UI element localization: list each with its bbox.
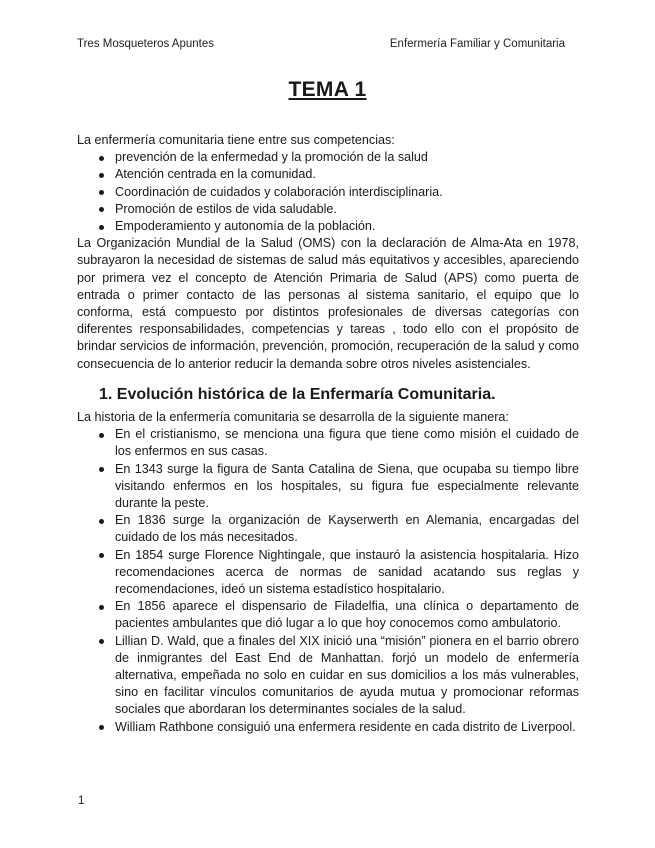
header-left: Tres Mosqueteros Apuntes bbox=[77, 38, 215, 50]
section-lead: La historia de la enfermería comunitaria se desarrolla de la siguiente manera: bbox=[77, 410, 509, 424]
list-item: Coordinación de cuidados y colaboración interdisciplinaria. bbox=[77, 184, 579, 201]
list-item: Lillian D. Wald, que a finales del XIX inició una “misión” pionera en el barrio obrero de inmigrantes del East End de Manhattan. forjó un modelo de enfermería alternativa, empeñada no solo en cuidar en sus domicilios a los más vulnerables, sino en facilitar vínculos comunitarios de ayuda mutua y promocionar reformas sociales que abordaran los determinantes sociales de la salud. bbox=[77, 633, 579, 719]
list-item: Atención centrada en la comunidad. bbox=[77, 166, 579, 183]
page-title: TEMA 1 bbox=[288, 78, 367, 101]
header-right: Enfermería Familiar y Comunitaria bbox=[389, 38, 565, 50]
history-section bbox=[77, 385, 579, 736]
intro-lead: La enfermería comunitaria tiene entre sus competencias: bbox=[77, 133, 395, 147]
section-heading: 1. Evolución histórica de la Enfermaría Comunitaria. bbox=[99, 386, 496, 403]
intro-paragraph: La Organización Mundial de la Salud (OMS) con la declaración de Alma-Ata en 1978, subrayaron la necesidad de sistemas de salud más equitativos y accesibles, apareciendo por primera vez el concepto de Atención Primaria de Salud (APS) como puerta de entrada o primer contacto de las personas al sistema sanitario, el equipo que lo conforma, está compuesto por distintos profesionales de diversas categorías con diferentes responsabilidades, competencias y tareas , todo ello con el propósito de brindar servicios de información, prevención, promoción, recuperación de la salud y como consecuencia de lo anterior reducir la demanda sobre otros niveles asistenciales. bbox=[77, 236, 579, 371]
competencies-list bbox=[77, 149, 579, 235]
list-item: William Rathbone consiguió una enfermera residente en cada distrito de Liverpool. bbox=[77, 719, 579, 736]
list-item: En 1343 surge la figura de Santa Catalina de Siena, que ocupaba su tiempo libre visitando enfermos en los hospitales, su figura fue especialmente relevante durante la peste. bbox=[77, 461, 579, 513]
list-item: Empoderamiento y autonomía de la población. bbox=[77, 218, 579, 235]
list-item: En 1836 surge la organización de Kayserwerth en Alemania, encargadas del cuidado de los más necesitados. bbox=[77, 512, 579, 546]
list-item: En el cristianismo, se menciona una figura que tiene como misión el cuidado de los enfermos en sus casas. bbox=[77, 426, 579, 460]
page-number: 1 bbox=[78, 795, 85, 807]
list-item: En 1854 surge Florence Nightingale, que instauró la asistencia hospitalaria. Hizo recomendaciones acerca de normas de sanidad acatando sus reglas y recomendaciones, ideó un sistema estadístico hospitalario. bbox=[77, 547, 579, 599]
history-list bbox=[77, 426, 579, 736]
intro-section bbox=[77, 132, 579, 373]
list-item: En 1856 aparece el dispensario de Filadelfia, una clínica o departamento de pacientes ambulantes que dió lugar a lo que hoy conocemos como ambulatorio. bbox=[77, 598, 579, 632]
list-item: Promoción de estilos de vida saludable. bbox=[77, 201, 579, 218]
list-item: prevención de la enfermedad y la promoción de la salud bbox=[77, 149, 579, 166]
